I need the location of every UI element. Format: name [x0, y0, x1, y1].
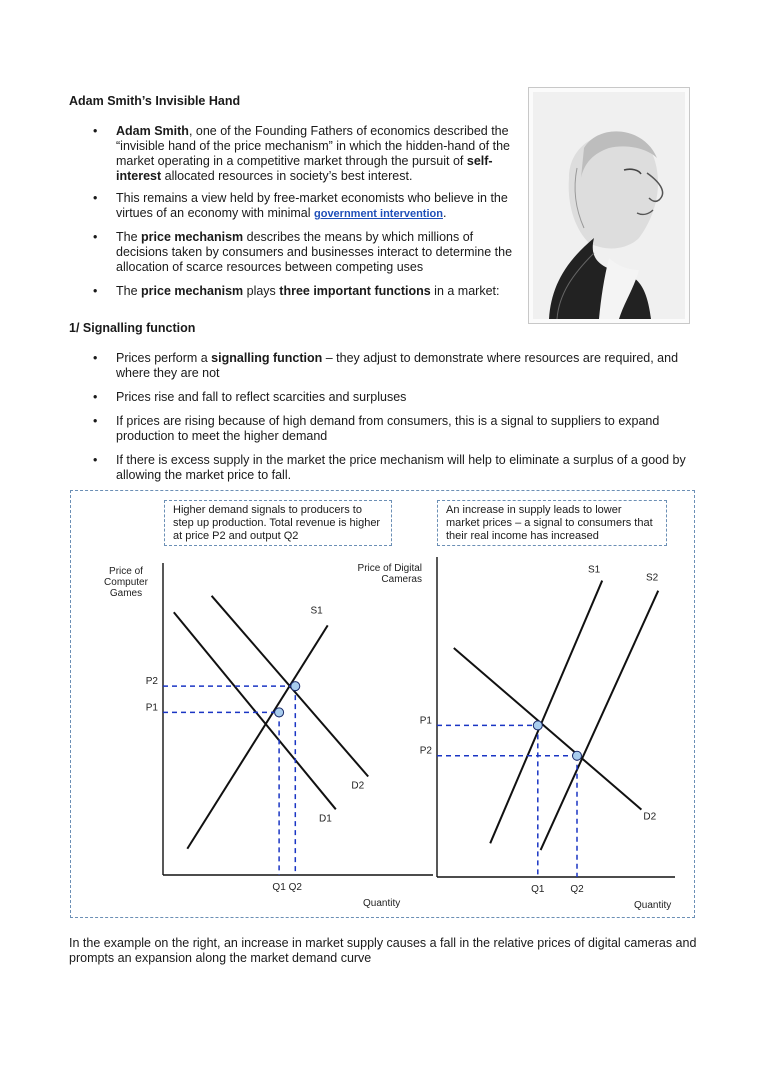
bullet-text-part: describes the means by which millions of decisions taken by consumers and businesses interact to determine the allocation of scarce resources between competing uses: [116, 230, 513, 274]
qty-label-q2: Q2: [570, 884, 584, 895]
bullet-dot: •: [93, 453, 98, 467]
price-label-p2: P2: [419, 745, 432, 757]
curve-s1: [490, 581, 602, 844]
equilibrium-point: [573, 751, 582, 760]
left-y-axis-label: Price of Computer Games: [104, 566, 148, 599]
curve-label-s1: S1: [310, 605, 323, 617]
bullet-text-part: The: [116, 230, 142, 244]
qty-label-q1: Q1: [531, 884, 545, 895]
bullet-text-part: price mechanism: [141, 284, 244, 298]
bullet-dot: •: [93, 284, 98, 298]
equilibrium-point: [533, 721, 542, 730]
bullet-text-part: – they adjust to demonstrate where resources are required, and where they are not: [116, 351, 679, 380]
bullet-text-part: If there is excess supply in the market the price mechanism will help to eliminate a surplus of a good by allowing the market price to fall.: [116, 453, 686, 482]
right-callout: An increase in supply leads to lower market prices – a signal to consumers that their real income has increased: [437, 500, 667, 546]
equilibrium-point: [275, 708, 284, 717]
bullet-dot: •: [93, 390, 98, 404]
curve-label-d2: D2: [643, 811, 657, 823]
closing-paragraph: In the example on the right, an increase in market supply causes a fall in the relative prices of digital cameras and prompts an expansion along the market demand curve: [69, 936, 697, 965]
qty-label-q2: Q2: [288, 882, 302, 893]
left-chart-group: [163, 563, 433, 875]
bullet-text-part: .: [442, 206, 447, 220]
curve-label-s1: S1: [587, 564, 601, 576]
price-label-p1: P1: [419, 715, 432, 727]
right-chart-group: [437, 557, 675, 877]
left-callout: Higher demand signals to producers to step up production. Total revenue is higher at price P2 and output Q2: [164, 500, 392, 546]
government-intervention-link[interactable]: government intervention: [314, 208, 443, 220]
page-title: Adam Smith’s Invisible Hand: [69, 94, 241, 108]
bullet-text-part: Prices perform a: [116, 351, 212, 365]
equilibrium-point: [291, 682, 300, 691]
bullet-text-part: This remains a view held by free-market economists who believe in the virtues of an economy with minimal: [116, 191, 508, 220]
bullet-dot: •: [93, 351, 98, 365]
price-label-p1: P1: [145, 702, 158, 714]
curve-s1: [187, 625, 327, 848]
curve-label-d2: D2: [351, 780, 365, 792]
bullet-text-part: self-interest: [116, 154, 493, 183]
price-label-p2: P2: [145, 676, 158, 688]
bullet-text-part: Adam Smith: [116, 124, 189, 138]
left-x-axis-label: Quantity: [363, 898, 401, 909]
bullet-text-part: plays: [243, 284, 280, 298]
bullet-text-part: , one of the Founding Fathers of economics described the “invisible hand of the price mechanism” in which the hidden-hand of the market operating in a competitive market through the pursuit of: [116, 124, 510, 168]
bullet-dot: •: [93, 124, 98, 138]
right-y-axis-label: Price of Digital Cameras: [357, 563, 422, 585]
bullet-text-part: price mechanism: [141, 230, 244, 244]
bullet-text-part: signalling function: [211, 351, 323, 365]
curve-label-s2: S2: [645, 572, 659, 584]
curve-s2: [541, 591, 659, 850]
bullet-text-part: in a market:: [430, 284, 500, 298]
bullet-dot: •: [93, 191, 98, 205]
bullet-text-part: Prices rise and fall to reflect scarcities and surpluses: [116, 390, 407, 404]
bullet-text-part: The: [116, 284, 142, 298]
qty-label-q1: Q1: [272, 882, 286, 893]
right-x-axis-label: Quantity: [634, 900, 672, 911]
curve-label-d1: D1: [319, 813, 332, 825]
bullet-dot: •: [93, 414, 98, 428]
bullet-text-part: three important functions: [279, 284, 431, 298]
bullet-text-part: If prices are rising because of high demand from consumers, this is a signal to suppliers to expand production to meet the higher demand: [116, 414, 660, 443]
bullet-text-part: allocated resources in society’s best interest.: [161, 169, 413, 183]
bullet-dot: •: [93, 230, 98, 244]
section-heading: 1/ Signalling function: [69, 321, 196, 335]
curve-d2: [454, 648, 642, 810]
